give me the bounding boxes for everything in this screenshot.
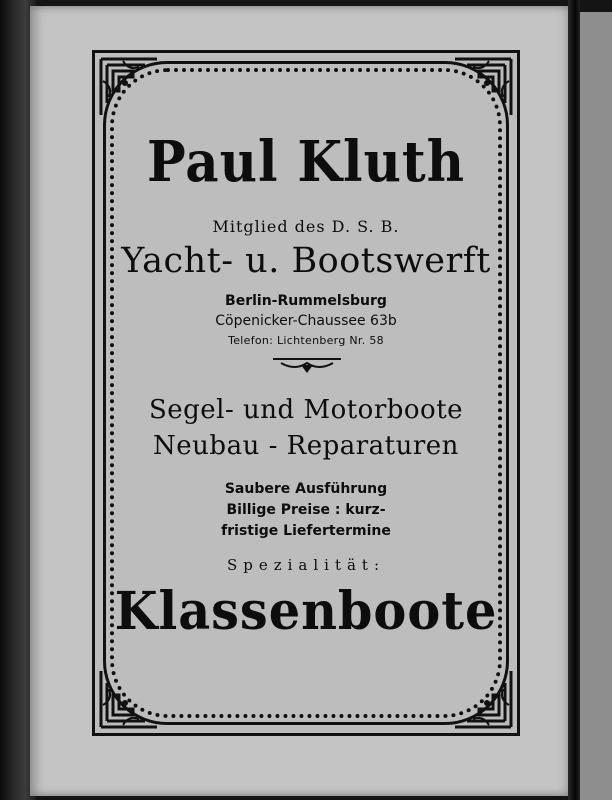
shipyard-title: Yacht- u. Bootswerft	[121, 241, 491, 281]
membership-line: Mitglied des D. S. B.	[212, 217, 400, 236]
book-spine	[568, 0, 580, 800]
address-street: Cöpenicker-Chaussee 63b	[215, 313, 397, 329]
flourish-ornament-icon	[271, 355, 343, 375]
phone-line: Telefon: Lichtenberg Nr. 58	[228, 334, 384, 347]
feature-line-3: fristige Liefertermine	[221, 523, 391, 539]
facing-page-edge	[580, 12, 612, 800]
company-name: Paul Kluth	[147, 129, 465, 195]
advertisement-frame	[92, 50, 520, 736]
specialty-title: Klassenboote	[114, 581, 498, 642]
feature-line-2: Billige Preise : kurz-	[226, 502, 386, 518]
address-district: Berlin-Rummelsburg	[225, 293, 387, 309]
offer-line-1: Segel- und Motorboote	[148, 395, 464, 425]
advertisement-content	[95, 53, 517, 733]
offer-line-2: Neubau - Reparaturen	[153, 431, 459, 461]
feature-line-1: Saubere Ausführung	[224, 481, 388, 497]
specialty-label: Spezialität:	[226, 556, 386, 574]
